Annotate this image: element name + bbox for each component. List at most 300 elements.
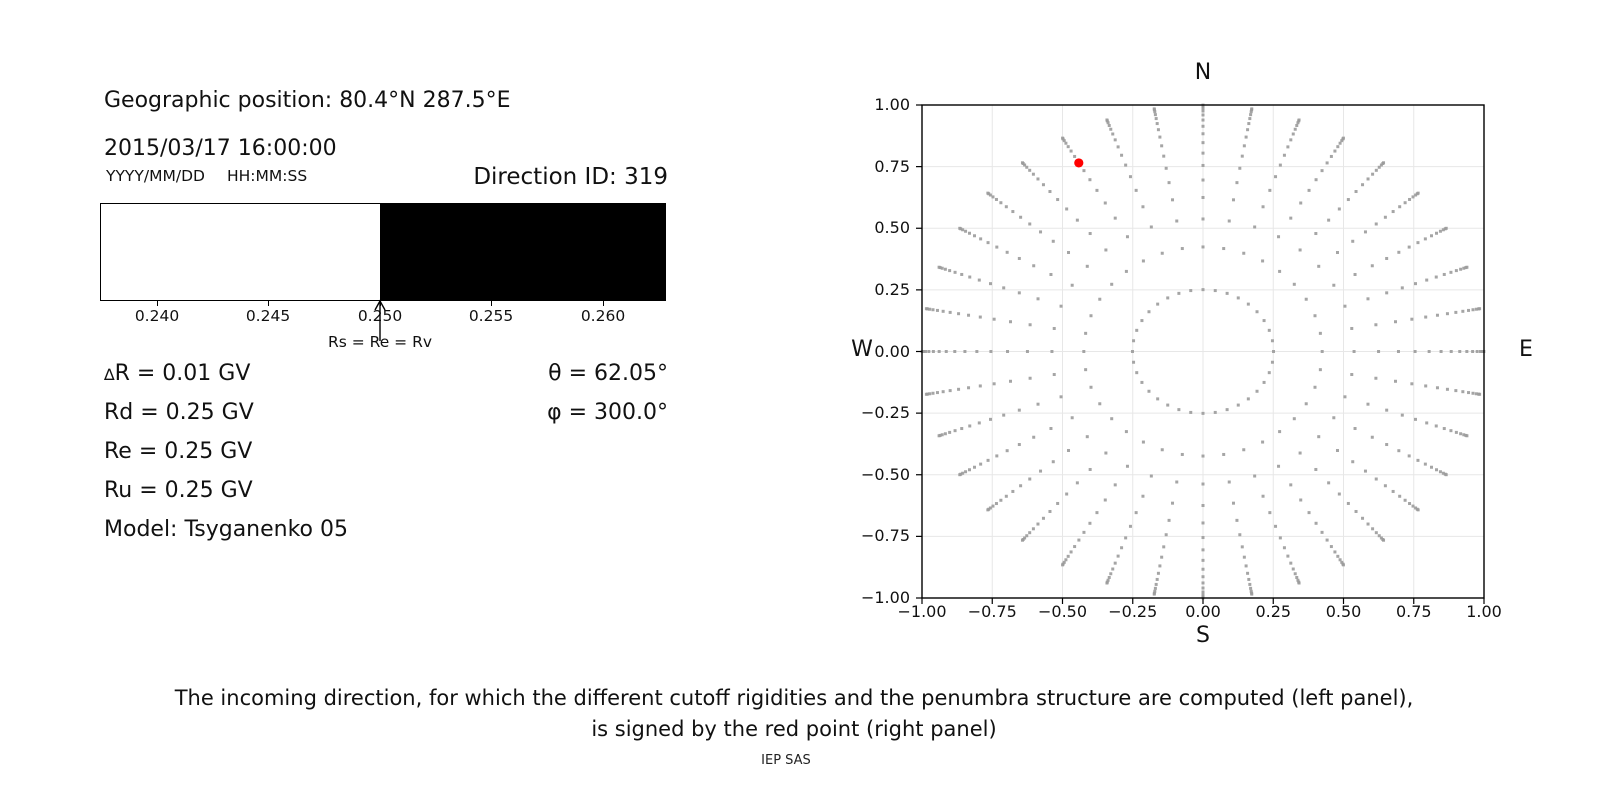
direction-point [1202, 141, 1205, 144]
direction-point [1404, 499, 1407, 502]
direction-point [936, 391, 939, 394]
direction-point [1153, 107, 1156, 110]
direction-point [1082, 350, 1085, 353]
direction-point [1155, 583, 1158, 586]
direction-point [1114, 217, 1117, 220]
direction-point [1109, 128, 1112, 131]
direction-point [1006, 449, 1009, 452]
direction-point [1408, 198, 1411, 201]
direction-point [1226, 408, 1229, 411]
direction-point [1294, 572, 1297, 575]
direction-point [1166, 404, 1169, 407]
direction-point [1125, 270, 1128, 273]
direction-point [954, 271, 957, 274]
direction-point [1228, 481, 1231, 484]
direction-point [1232, 198, 1235, 201]
direction-point [931, 308, 934, 311]
direction-point [989, 282, 992, 285]
direction-point [1314, 232, 1317, 235]
direction-point [1005, 205, 1008, 208]
direction-point [1410, 318, 1413, 321]
direction-point [1355, 510, 1358, 513]
direction-point [1374, 377, 1377, 380]
direction-point [1028, 169, 1031, 172]
direction-point [1076, 481, 1079, 484]
direction-point [1342, 137, 1345, 140]
direction-point [1268, 371, 1271, 374]
direction-point [1202, 521, 1205, 524]
direction-point [1155, 117, 1158, 120]
direction-point [968, 468, 971, 471]
direction-point [1162, 545, 1165, 548]
direction-point [1478, 307, 1481, 310]
direction-point [949, 311, 952, 314]
direction-point [953, 350, 956, 353]
direction-point [1424, 463, 1427, 466]
direction-point [1443, 427, 1446, 430]
direction-point [1321, 169, 1324, 172]
direction-point [1029, 377, 1032, 380]
direction-point [957, 312, 960, 315]
direction-point [1248, 583, 1251, 586]
direction-point [1392, 490, 1395, 493]
direction-point [987, 459, 990, 462]
direction-point [1435, 232, 1438, 235]
direction-point [1241, 155, 1244, 158]
direction-point [1247, 303, 1250, 306]
direction-point [979, 463, 982, 466]
direction-point [1052, 240, 1055, 243]
direction-point [1347, 198, 1350, 201]
direction-point [1385, 257, 1388, 260]
direction-point [1117, 555, 1120, 558]
direction-point [1242, 252, 1245, 255]
direction-scatter-plot [922, 105, 1484, 598]
direction-point [1090, 386, 1093, 389]
bar-tick-label: 0.245 [245, 307, 291, 325]
direction-point [1238, 167, 1241, 170]
direction-point [1243, 556, 1246, 559]
selected-direction-point [1074, 158, 1083, 167]
direction-point [1364, 470, 1367, 473]
direction-point [1449, 271, 1452, 274]
direction-point [1060, 305, 1063, 308]
direction-point [1385, 409, 1388, 412]
direction-point [1414, 282, 1417, 285]
direction-point [1065, 493, 1068, 496]
direction-point [1424, 237, 1427, 240]
direction-point [1246, 572, 1249, 575]
direction-point [1105, 582, 1108, 585]
direction-point [1095, 189, 1098, 192]
direction-point [1336, 251, 1339, 254]
direction-point [1467, 309, 1470, 312]
direction-point [1160, 144, 1163, 147]
direction-point [1271, 339, 1274, 342]
direction-point [1005, 495, 1008, 498]
direction-point [995, 198, 998, 201]
direction-point [968, 232, 971, 235]
direction-point [1202, 412, 1205, 415]
direction-point [1292, 567, 1295, 570]
direction-point [1249, 587, 1252, 590]
direction-point [986, 192, 989, 195]
direction-point [1435, 276, 1438, 279]
param-rd: Rd = 0.25 GV [104, 400, 254, 425]
direction-point [1202, 217, 1205, 220]
delta-symbol: ∆ [104, 365, 115, 384]
direction-point [1294, 128, 1297, 131]
direction-point [1120, 154, 1123, 157]
direction-point [1108, 124, 1111, 127]
direction-point [1414, 418, 1417, 421]
direction-point [1374, 323, 1377, 326]
direction-point [1084, 332, 1087, 335]
direction-point [1002, 286, 1005, 289]
direction-point [1394, 380, 1397, 383]
direction-point [1222, 247, 1225, 250]
direction-point [1049, 273, 1052, 276]
direction-point [995, 454, 998, 457]
direction-point [1084, 368, 1087, 371]
direction-point [1308, 189, 1311, 192]
direction-point [1350, 327, 1353, 330]
direction-point [1289, 138, 1292, 141]
bar-tick-label: 0.240 [134, 307, 180, 325]
direction-point [1436, 314, 1439, 317]
direction-point [1228, 219, 1231, 222]
direction-point [1446, 312, 1449, 315]
direction-point [944, 432, 947, 435]
direction-point [1140, 381, 1143, 384]
direction-point [1160, 556, 1163, 559]
direction-point [936, 309, 939, 312]
direction-point [925, 307, 928, 310]
direction-point [1262, 205, 1265, 208]
direction-point [979, 316, 982, 319]
direction-point [1314, 468, 1317, 471]
direction-point [1315, 522, 1318, 525]
direction-point [1375, 169, 1378, 172]
direction-point [1082, 531, 1085, 534]
direction-point [1165, 167, 1168, 170]
x-tick-label: 1.00 [1466, 602, 1502, 621]
direction-point [1317, 265, 1320, 268]
cutoff-arrow-label: Rs = Re = Rv [327, 333, 433, 351]
direction-point [1150, 225, 1153, 228]
direction-point [1026, 350, 1029, 353]
direction-point [1375, 222, 1378, 225]
direction-point [1412, 195, 1415, 198]
direction-point [1321, 531, 1324, 534]
direction-point [1412, 505, 1415, 508]
direction-point [1424, 384, 1427, 387]
direction-point [1189, 411, 1192, 414]
direction-point [1056, 502, 1059, 505]
direction-point [960, 427, 963, 430]
direction-point [1111, 133, 1114, 136]
direction-point [1366, 403, 1369, 406]
direction-point [991, 505, 994, 508]
direction-point [927, 350, 930, 353]
direction-point [1154, 587, 1157, 590]
direction-point [1268, 511, 1271, 514]
direction-point [1242, 448, 1245, 451]
y-tick-label: 0.75 [874, 156, 910, 176]
param-re: Re = 0.25 GV [104, 439, 253, 464]
direction-point [1202, 504, 1205, 507]
direction-point [1367, 523, 1370, 526]
direction-point [1476, 350, 1479, 353]
direction-point [979, 384, 982, 387]
direction-point [1268, 189, 1271, 192]
direction-point [1235, 181, 1238, 184]
direction-point [1110, 283, 1113, 286]
direction-point [1366, 297, 1369, 300]
direction-point [1458, 350, 1461, 353]
direction-point [1454, 389, 1457, 392]
direction-point [1089, 468, 1092, 471]
direction-point [1048, 510, 1051, 513]
direction-point [1032, 527, 1035, 530]
time-format-hint: HH:MM:SS [227, 167, 308, 185]
direction-point [1032, 436, 1035, 439]
direction-point [1049, 427, 1052, 430]
direction-point [1459, 432, 1462, 435]
direction-point [925, 393, 928, 396]
direction-point [1326, 539, 1329, 542]
direction-point [1428, 350, 1431, 353]
direction-point [1202, 548, 1205, 551]
direction-point [1088, 522, 1091, 525]
direction-point [1249, 113, 1252, 116]
direction-point [995, 246, 998, 249]
direction-point [1124, 164, 1127, 167]
direction-point [1158, 564, 1161, 567]
direction-point [1098, 402, 1101, 405]
direction-point [1401, 286, 1404, 289]
direction-point [1077, 539, 1080, 542]
direction-point [1256, 310, 1259, 313]
direction-point [1397, 251, 1400, 254]
caption-line-2: is signed by the red point (right panel) [591, 717, 997, 741]
direction-point [1158, 136, 1161, 139]
direction-point [1350, 373, 1353, 376]
direction-point [1202, 152, 1205, 155]
y-tick-label: 1.00 [874, 95, 910, 114]
direction-point [1060, 395, 1063, 398]
direction-point [1385, 443, 1388, 446]
bar-tick-label: 0.250 [357, 307, 403, 325]
direction-point [1161, 252, 1164, 255]
direction-point [1398, 495, 1401, 498]
direction-point [1065, 207, 1068, 210]
direction-point [1298, 582, 1301, 585]
direction-point [1465, 266, 1468, 269]
direction-point [1305, 298, 1308, 301]
direction-point [1168, 181, 1171, 184]
direction-point [1424, 316, 1427, 319]
direction-point [1104, 202, 1107, 205]
direction-point [1202, 288, 1205, 291]
direction-point [1472, 392, 1475, 395]
direction-point [1053, 373, 1056, 376]
direction-point [1125, 430, 1128, 433]
direction-point [1279, 164, 1282, 167]
direction-point [1351, 460, 1354, 463]
direction-point [993, 382, 996, 385]
direction-point [1385, 291, 1388, 294]
direction-point [1109, 572, 1112, 575]
direction-point [1135, 189, 1138, 192]
direction-point [1286, 145, 1289, 148]
y-tick-label: −0.50 [860, 464, 910, 484]
direction-point [1028, 531, 1031, 534]
direction-point [1293, 417, 1296, 420]
direction-point [1394, 320, 1397, 323]
direction-point [949, 389, 952, 392]
direction-point [1279, 536, 1282, 539]
direction-point [1032, 173, 1035, 176]
direction-point [1435, 468, 1438, 471]
direction-point [1465, 350, 1468, 353]
direction-point [1299, 248, 1302, 251]
direction-point [1351, 240, 1354, 243]
direction-point [1009, 380, 1012, 383]
direction-point [1401, 414, 1404, 417]
direction-point [1261, 441, 1264, 444]
direction-point [1175, 481, 1178, 484]
direction-point [1408, 246, 1411, 249]
direction-point [1361, 517, 1364, 520]
direction-point [1347, 502, 1350, 505]
direction-point [1417, 192, 1420, 195]
bar-tick-label: 0.255 [468, 307, 514, 325]
direction-point [1382, 161, 1385, 164]
direction-point [1336, 145, 1339, 148]
direction-point [1071, 416, 1074, 419]
direction-point [999, 201, 1002, 204]
param-theta: θ = 62.05° [548, 361, 668, 386]
direction-point [1299, 452, 1302, 455]
direction-point [1243, 144, 1246, 147]
direction-point [1202, 568, 1205, 571]
direction-point [1056, 198, 1059, 201]
param-phi: φ = 300.0° [547, 400, 668, 425]
direction-point [1048, 190, 1051, 193]
direction-point [1153, 593, 1156, 596]
direction-point [1333, 550, 1336, 553]
direction-point [1141, 495, 1144, 498]
direction-point [1332, 284, 1335, 287]
penumbra-forbidden-region [380, 203, 666, 301]
direction-point [1440, 350, 1443, 353]
direction-point [1202, 245, 1205, 248]
direction-point [1157, 128, 1160, 131]
direction-point [1202, 119, 1205, 122]
bar-tick-mark [603, 301, 604, 306]
direction-point [1042, 517, 1045, 520]
direction-point [942, 310, 945, 313]
direction-point [1032, 264, 1035, 267]
direction-point [1018, 409, 1021, 412]
compass-east-label: E [1519, 337, 1533, 362]
direction-point [1299, 202, 1302, 205]
direction-point [954, 429, 957, 432]
direction-point [1336, 555, 1339, 558]
direction-point [1162, 155, 1165, 158]
direction-point [1308, 511, 1311, 514]
direction-point [1459, 268, 1462, 271]
direction-point [1036, 523, 1039, 526]
direction-point [1232, 502, 1235, 505]
direction-point [1449, 429, 1452, 432]
direction-point [1177, 408, 1180, 411]
direction-point [1061, 563, 1064, 566]
direction-point [1135, 329, 1138, 332]
direction-point [1338, 207, 1341, 210]
direction-point [1202, 179, 1205, 182]
direction-point [1371, 264, 1374, 267]
direction-point [945, 350, 948, 353]
x-tick-label: 0.00 [1185, 602, 1221, 621]
direction-point [1175, 219, 1178, 222]
direction-point [1472, 308, 1475, 311]
compass-south-label: S [1196, 623, 1210, 648]
direction-point [1263, 381, 1266, 384]
direction-point [1461, 310, 1464, 313]
direction-point [978, 279, 981, 282]
caption-line-1: The incoming direction, for which the different cutoff rigidities and the penumbra structure are computed (left panel), [174, 686, 1414, 710]
direction-point [967, 386, 970, 389]
direction-point [1009, 320, 1012, 323]
direction-point [1036, 177, 1039, 180]
direction-point [1262, 495, 1265, 498]
direction-point [1166, 296, 1169, 299]
direction-point [1082, 169, 1085, 172]
direction-point [1086, 435, 1089, 438]
direction-point [1384, 216, 1387, 219]
direction-point [1019, 484, 1022, 487]
param-ru: Ru = 0.25 GV [104, 478, 253, 503]
direction-point [1289, 562, 1292, 565]
bar-tick-mark [157, 301, 158, 306]
bar-tick-label: 0.260 [580, 307, 626, 325]
direction-point [1011, 490, 1014, 493]
direction-point [1142, 259, 1145, 262]
param-delta-r: ∆R = 0.01 GV [104, 361, 251, 386]
direction-point [1067, 555, 1070, 558]
direction-point [1336, 449, 1339, 452]
direction-point [1070, 150, 1073, 153]
direction-point [1110, 417, 1113, 420]
direction-point [1168, 519, 1171, 522]
direction-point [1354, 273, 1357, 276]
param-model: Model: Tsyganenko 05 [104, 517, 349, 542]
direction-point [1450, 350, 1453, 353]
direction-point [1241, 545, 1244, 548]
direction-point [1261, 259, 1264, 262]
direction-point [1135, 371, 1138, 374]
direction-point [1147, 390, 1150, 393]
direction-point [1455, 269, 1458, 272]
direction-point [1446, 388, 1449, 391]
direction-point [1154, 113, 1157, 116]
direction-point [1028, 222, 1031, 225]
direction-point [1018, 257, 1021, 260]
x-tick-label: −0.25 [1108, 602, 1158, 621]
direction-point [1321, 350, 1324, 353]
